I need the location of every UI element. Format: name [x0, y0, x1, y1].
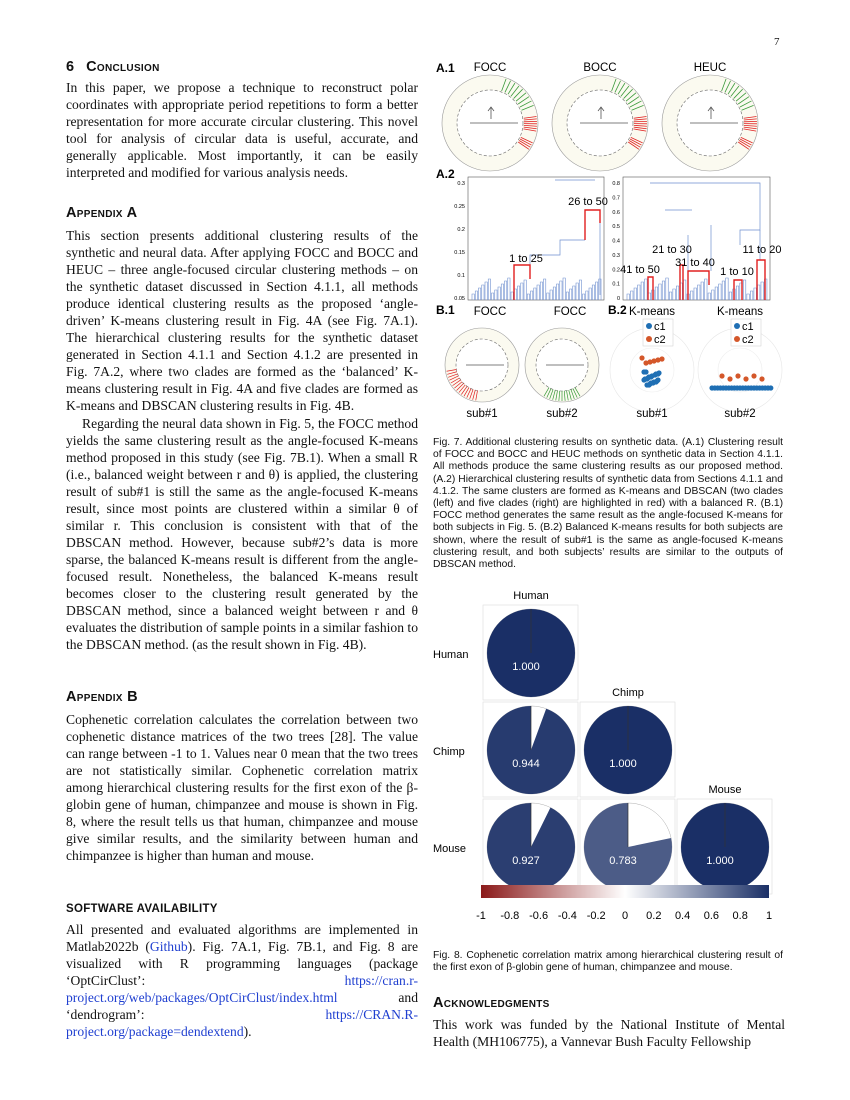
row-label: Chimp	[433, 746, 465, 758]
tree-branch	[650, 183, 760, 245]
y-tick-label: 0.1	[612, 281, 620, 288]
tree-branch	[570, 289, 572, 300]
tree-branch	[659, 284, 661, 300]
tree-branch	[729, 292, 731, 300]
subject-label: sub#2	[546, 408, 578, 420]
b1-title: FOCC	[553, 306, 587, 318]
tree-branch	[563, 278, 565, 300]
y-tick-label: 0.8	[612, 181, 620, 187]
tree-branch	[537, 285, 539, 300]
tree-branch	[518, 286, 520, 300]
y-tick-label: 0	[616, 296, 620, 302]
tree-branch	[544, 279, 546, 300]
value-label: 0.783	[609, 855, 637, 867]
tree-branch	[673, 289, 675, 300]
colorbar-tick-label: 0.2	[646, 910, 662, 922]
tree-branch	[485, 282, 487, 300]
column-label: Mouse	[708, 784, 742, 796]
y-tick-label: 0.5	[612, 224, 620, 231]
data-point-c1	[653, 379, 658, 384]
y-tick-label: 0.2	[612, 267, 620, 274]
fig7-caption: Fig. 7. Additional clustering results on synthetic data. (A.1) Clustering result of FOCC and BOCC and HEUC methods on synthetic data in Section 4.1.1. All methods produce the same clustering results as our proposed method. (A.2) Hierarchical clustering results of synthetic data from Sections 4.1.1 and 4.1.2. The same clusters are formed as K-means and DBSCAN (two clades (left) and five clades (right) are highlighted in red) with a balanced R. (B.1) FOCC method generates the same result as the angle-focused K-means for both subjects in Fig. 5. (B.2) Balanced K-means results for both subjects are shown, where the result of sub#1 is the same as angle-focused K-means clustering result, and both subjects’ results are similar to the outputs of DBSCAN method.	[433, 437, 783, 571]
tree-branch	[482, 285, 484, 300]
data-point-c1	[655, 371, 660, 376]
tree-branch	[676, 286, 678, 300]
value-label: 0.927	[512, 855, 540, 867]
tree-branch	[524, 280, 526, 300]
tree-branch	[743, 280, 745, 300]
panel-label-b1: B.1	[436, 303, 455, 317]
legend-marker-c2	[734, 336, 740, 342]
clade-branch	[688, 271, 709, 300]
y-tick-label: 0.1	[457, 273, 465, 279]
subject-label: sub#1	[466, 408, 498, 420]
figure-8	[433, 585, 785, 930]
colorbar-tick-label: 0	[621, 910, 629, 922]
clade-label: 41 to 50	[620, 264, 660, 276]
clade-label: 21 to 30	[652, 244, 692, 256]
appendix-a-heading: Appendix A	[66, 205, 138, 221]
tree-branch	[666, 278, 668, 300]
y-tick-label: 0.25	[454, 204, 465, 210]
tree-branch	[719, 284, 721, 300]
clade-label: 11 to 20	[742, 244, 782, 256]
tree-branch	[694, 288, 696, 300]
b2-title: K-means	[716, 306, 764, 318]
appendix-b-heading: Appendix B	[66, 689, 138, 705]
tree-branch	[547, 293, 549, 300]
acknowledgments-text: This work was funded by the National Institute of Mental Health (MH106775), a Vannevar Bush Faculty Fellowship	[433, 1017, 785, 1050]
tree-branch	[579, 280, 581, 300]
subject-label: sub#1	[636, 408, 668, 420]
tree-branch	[488, 279, 490, 300]
tree-branch	[701, 282, 703, 300]
clade-label: 26 to 50	[568, 196, 608, 208]
a1-title: HEUC	[693, 62, 727, 74]
tree-branch	[596, 282, 598, 300]
clade-label: 1 to 10	[720, 266, 754, 278]
a1-panel	[442, 62, 758, 171]
y-tick-label: 0.05	[454, 296, 465, 302]
page-number: 7	[774, 36, 780, 48]
data-point-c2	[639, 355, 644, 360]
y-tick-label: 0.15	[454, 250, 465, 256]
clade-branch	[680, 265, 683, 300]
tree-branch	[712, 290, 714, 300]
subject-label: sub#2	[724, 408, 756, 420]
colorbar-tick-label: -1	[476, 910, 486, 922]
tree-branch	[638, 285, 640, 300]
data-point-c1	[644, 376, 649, 381]
optcirclust-link[interactable]: https://cran.r-project.org/web/packages/OptCirClust/index.html	[66, 973, 418, 1006]
conclusion-text: In this paper, we propose a technique to reconstruct polar coordinates with appropriate period repetitions to form a better representation for more accurate circular clustering. This novel tool for analysis of circular data is useful, accurate, and generally applicable. Most importantly, it can be easily interpreted and modified for various analysis needs.	[66, 80, 418, 181]
tree-branch	[589, 288, 591, 300]
colorbar-tick-label: -0.4	[557, 910, 577, 922]
legend-label: c1	[654, 321, 666, 333]
tree-branch	[479, 288, 481, 300]
tree-branch	[586, 291, 588, 300]
tree-branch	[722, 281, 724, 300]
tree-branch	[683, 280, 685, 300]
a2-left-dendrogram	[454, 177, 608, 302]
data-point-c2	[759, 376, 764, 381]
polar-grid	[718, 348, 762, 392]
data-point-c2	[719, 373, 724, 378]
colorbar	[481, 885, 769, 898]
value-label: 1.000	[512, 661, 540, 673]
data-point-c2	[735, 373, 740, 378]
tree-branch	[627, 294, 629, 300]
tree-branch	[576, 283, 578, 300]
appendix-a-section	[66, 205, 418, 653]
data-point-c1	[646, 382, 651, 387]
colorbar-tick-label: -0.6	[529, 910, 549, 922]
y-tick-label: 0.4	[612, 238, 620, 245]
tree-branch	[553, 287, 555, 300]
tree-branch	[754, 288, 756, 300]
data-point-c2	[743, 376, 748, 381]
github-link[interactable]: Github	[149, 939, 188, 955]
appendix-a-p1: This section presents additional clustering results of the synthetic and neural data. After applying FOCC and BOCC and HEUC – three angle-focused circular clustering methods – on the synthetic dataset discussed in Section 4.1.1, all methods produce identical clustering results as the proposed ‘angle-driven’ K-means clustering result in Fig. 4A (see Fig. 7A.1). The hierarchical clustering results for the synthetic dataset generated in Section 4.1.1 and Section 4.1.2 are presented in Fig. 7A.2, where two clades are formed as the ‘balanced’ K-means clustering result in Fig. 4A and five clades are formed as K-means and DBSCAN clustering results in Fig. 4B.	[66, 228, 418, 414]
tree-branch	[669, 292, 671, 300]
legend-label: c1	[742, 321, 754, 333]
tree-branch	[726, 278, 728, 300]
software-text: All presented and evaluated algorithms are implemented in Matlab2022b (Github). Fig. 7A.1, Fig. 7B.1, and Fig. 8 are visualized with R programming languages (package ‘OptCirClust’: https://cran.r-project.org/web/packages/OptCirClust/index.html and ‘dendrogram’: https://CRAN.R-project.org/package=dendextend).	[66, 922, 418, 1040]
tree-branch	[705, 279, 707, 300]
tree-branch	[540, 282, 542, 300]
tree-branch	[641, 282, 643, 300]
tree-branch	[655, 287, 657, 300]
row-label: Human	[433, 649, 469, 661]
data-point-c2	[727, 376, 732, 381]
value-label: 1.000	[706, 855, 734, 867]
legend-marker-c1	[734, 323, 740, 329]
tree-branch	[560, 281, 562, 300]
tree-branch	[492, 293, 494, 300]
tree-branch	[560, 240, 585, 247]
b2-panel	[610, 306, 782, 420]
tree-branch	[521, 283, 523, 300]
tree-branch	[566, 292, 568, 300]
tree-branch	[531, 291, 533, 300]
tree-branch	[527, 294, 529, 300]
tree-branch	[508, 278, 510, 300]
data-point-c2	[751, 373, 756, 378]
dendextend-link[interactable]: https://CRAN.R-project.org/package=dendextend	[66, 1007, 418, 1040]
tree-branch	[645, 279, 647, 300]
tree-branch	[708, 293, 710, 300]
colorbar-tick-label: -0.8	[500, 910, 520, 922]
colorbar-tick-label: 0.6	[703, 910, 720, 922]
appendix-a-p2: Regarding the neural data shown in Fig. 5, the FOCC method yields the same clustering result as the angle-focused K-means method proposed in this study (see Fig. 7B.1). When a small R (i.e., balanced weight between r and θ) is applied, the clustering result of sub#1 is still the same as the angle-focused K-means result, since most points are clustered within a similar θ of similar r. This conclusion is consistent with that of the DBSCAN method. However, because sub#2’s data is more sparse, the balanced K-means result is different from the angle-focused result. Nonetheless, the balanced K-means result becomes closer to the clustering result generated by the DBSCAN method, since a balanced weight between r and θ evaluates the distribution of sample points in a similar fashion to the DBSCAN method. (as the result shown in Fig. 4B).	[66, 415, 418, 653]
tree-branch	[498, 287, 500, 300]
panel-label-a1: A.1	[436, 61, 455, 75]
software-section	[66, 903, 418, 1040]
tree-branch	[511, 292, 513, 300]
column-label: Human	[513, 590, 549, 602]
fig8-caption: Fig. 8. Cophenetic correlation matrix among hierarchical clustering result of the first exon of β-globin gene of human, chimpanzee and mouse.	[433, 950, 783, 974]
tree-branch	[757, 285, 759, 300]
legend-marker-c1	[646, 323, 652, 329]
y-tick-label: 0.6	[612, 209, 620, 216]
row-label: Mouse	[433, 843, 467, 855]
conclusion-section	[66, 59, 418, 181]
acknowledgments-section	[433, 995, 785, 1050]
legend-label: c2	[654, 334, 666, 346]
y-tick-label: 0.3	[457, 181, 465, 187]
tree-branch	[750, 291, 752, 300]
colorbar-tick-label: 0.4	[674, 910, 691, 922]
tree-branch	[715, 287, 717, 300]
tree-branch	[505, 281, 507, 300]
tree-branch	[550, 290, 552, 300]
tree-branch	[634, 288, 636, 300]
tree-branch	[557, 284, 559, 300]
plot-frame	[623, 177, 770, 300]
tree-branch	[475, 291, 477, 300]
colorbar-tick-label: 1	[765, 910, 773, 922]
tree-branch	[662, 281, 664, 300]
tree-branch	[690, 291, 692, 300]
data-point-c1	[768, 385, 773, 390]
b1-panel	[445, 306, 599, 420]
legend-label: c2	[742, 334, 754, 346]
colorbar-tick-label: -0.2	[586, 910, 606, 922]
a1-title: FOCC	[473, 62, 507, 74]
tree-branch	[631, 291, 633, 300]
conclusion-heading: 6 Conclusion	[66, 59, 160, 75]
tree-branch	[495, 290, 497, 300]
y-tick-label: 0.3	[612, 252, 620, 259]
clade-label: 31 to 40	[675, 257, 715, 269]
b2-title: K-means	[628, 306, 676, 318]
y-tick-label: 0.7	[612, 195, 620, 202]
value-label: 1.000	[609, 758, 637, 770]
data-point-c1	[643, 369, 648, 374]
tree-branch	[583, 294, 585, 300]
panel-label-a2: A.2	[436, 167, 455, 181]
tree-branch	[592, 285, 594, 300]
data-point-c2	[659, 356, 664, 361]
y-tick-label: 0.2	[457, 227, 465, 233]
acknowledgments-heading: Acknowledgments	[433, 995, 550, 1011]
tree-branch	[761, 282, 763, 300]
tree-branch	[747, 294, 749, 300]
tree-branch	[501, 284, 503, 300]
tree-branch	[573, 286, 575, 300]
software-heading: SOFTWARE AVAILABILITY	[66, 903, 218, 915]
a2-right-dendrogram	[612, 177, 781, 302]
b1-title: FOCC	[473, 306, 507, 318]
figure-7	[430, 55, 785, 430]
clade-branch	[585, 210, 600, 240]
value-label: 0.944	[512, 758, 540, 770]
appendix-b-text: Cophenetic correlation calculates the correlation between two cophenetic distance matrices of the two trees [28]. The value can range between -1 to 1. Values near 0 mean that the two trees are not statistically similar. Cophenetic correlation matrix among hierarchical clustering results for the first exon of the β-globin gene of human, chimpanzee and mouse is shown in Fig. 8, where the result tells us that human, chimpanzee and mouse give similar results, and the similarity between human and chimpanzee is higher than human and mouse.	[66, 712, 418, 864]
colorbar-tick-label: 0.8	[732, 910, 748, 922]
legend-marker-c2	[646, 336, 652, 342]
panel-label-b2: B.2	[608, 303, 627, 317]
tree-branch	[534, 288, 536, 300]
appendix-b-section	[66, 689, 418, 864]
a1-title: BOCC	[583, 62, 617, 74]
tree-branch	[472, 294, 474, 300]
tree-branch	[736, 286, 738, 300]
column-label: Chimp	[612, 687, 644, 699]
clade-label: 1 to 25	[509, 253, 543, 265]
tree-branch	[698, 285, 700, 300]
